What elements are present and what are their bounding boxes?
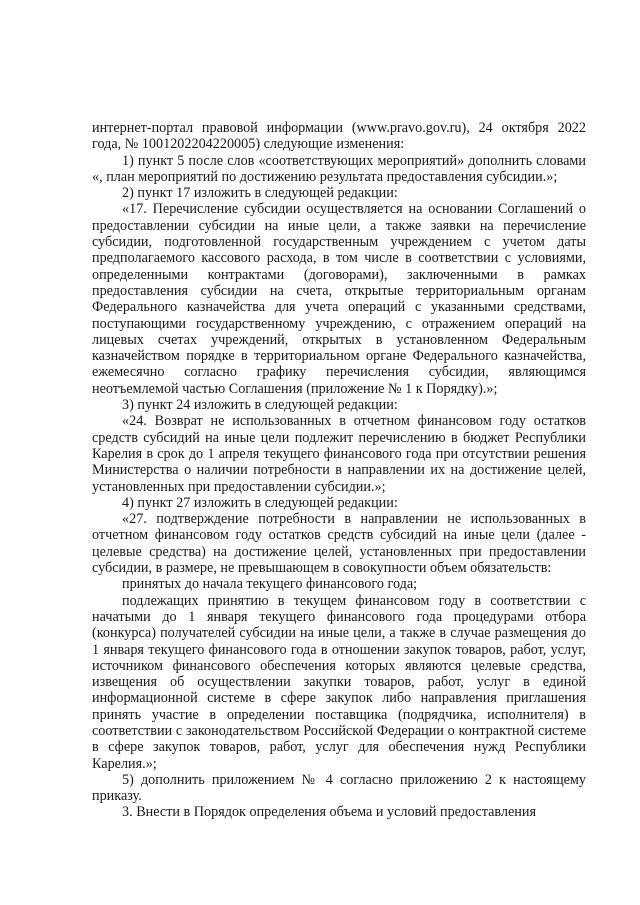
paragraph-clause-27: «27. подтверждение потребности в направлении не использованных в отчетном финансовом году остатков средств субсидий на иные цели (далее - целевые средства) на достижение целей, установленных при предоставлении субсидии, в размере, не превышающем в совокупности объем обязательств: [92,511,586,577]
paragraph-item-3: 3) пункт 24 изложить в следующей редакции: [122,397,398,414]
document-page [92,120,586,821]
paragraph-item-4: 4) пункт 27 изложить в следующей редакции: [122,494,398,511]
paragraph-clause-17: «17. Перечисление субсидии осуществляется на основании Соглашений о предоставлении субсидии на иные цели, а также заявки на перечисление субсидии, подготовленной государственным учреждением с учетом даты предполагаемого кассового расхода, в том числе в соответствии с условиями, определенными контрактами (договорами), заключенными в рамках предоставления субсидии на счета, открытые территориальным органам Федерального казначейства для учета операций с указанными средствами, поступающими государственному учреждению, с отражением операций на лицевых счетах учреждений, открытых в установленном Федеральным казначейством порядке в территориальном органе Федерального казначейства, ежемесячно согласно графику перечисления субсидии, являющимся неотъемлемой частью Соглашения (приложение № 1 к Порядку).»; [92,201,586,397]
paragraph-accepted: принятых до начала текущего финансового года; [122,576,418,593]
paragraph-section-3: 3. Внести в Порядок определения объема и условий предоставления [122,804,537,821]
paragraph-intro: интернет-портал правовой информации (www.pravo.gov.ru), 24 октября 2022 года, № 1001202204220005) следующие изменения: [92,120,586,153]
paragraph-item-5: 5) дополнить приложением № 4 согласно приложению 2 к настоящему приказу. [92,771,586,805]
paragraph-clause-24: «24. Возврат не использованных в отчетном финансовом году остатков средств субсидий на иные цели подлежит перечислению в бюджет Республики Карелия в срок до 1 апреля текущего финансового года при отсутствии решения Министерства о наличии потребности в направлении их на достижение целей, установленных при предоставлении субсидии.»; [92,413,586,495]
paragraph-item-2: 2) пункт 17 изложить в следующей редакции: [122,185,398,202]
paragraph-to-be-accepted: подлежащих принятию в текущем финансовом году в соответствии с начатыми до 1 января текущего финансового года процедурами отбора (конкурса) получателей субсидии на иные цели, а также в случае размещения до 1 января текущего финансового года в отношении закупок товаров, работ, услуг, источником финансового обеспечения которых являются целевые средства, извещения об осуществлении закупки товаров, работ, услуг в единой информационной системе в сфере закупок либо направления приглашения принять участие в определении поставщика (подрядчика, исполнителя) в соответствии с законодательством Российской Федерации о контрактной системе в сфере закупок товаров, работ, услуг для обеспечения нужд Республики Карелия.»; [92,592,586,772]
paragraph-item-1: 1) пункт 5 после слов «соответствующих мероприятий» дополнить словами «, план мероприятий по достижению результата предоставления субсидии.»; [92,152,586,185]
